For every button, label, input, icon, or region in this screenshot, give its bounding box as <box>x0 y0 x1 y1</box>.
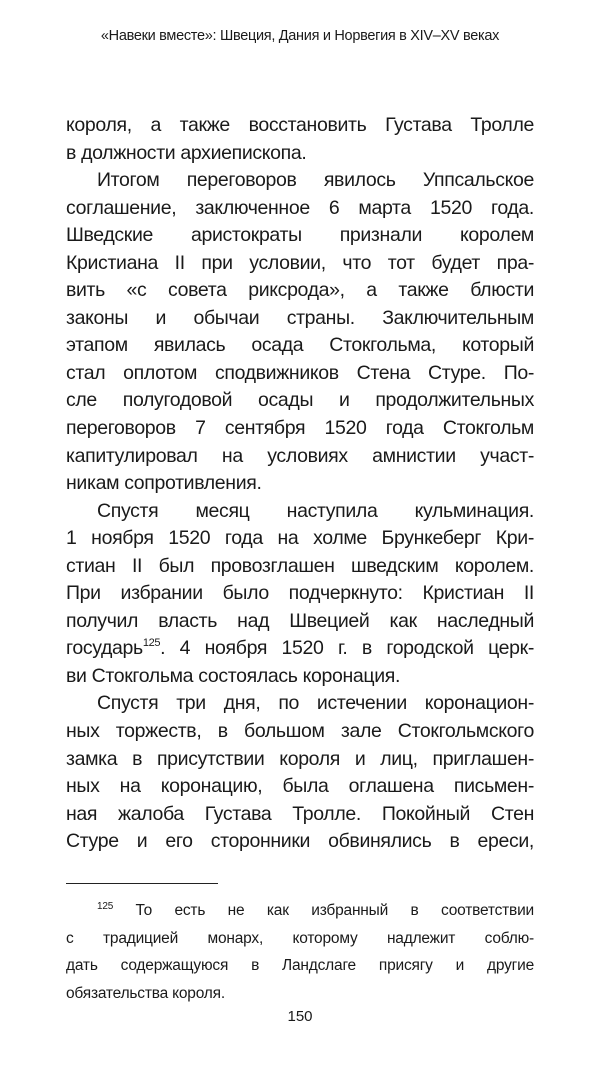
text-line: ных на коронацию, была оглашена письмен- <box>66 775 534 798</box>
footnote-line: обязательства короля. <box>66 984 225 1002</box>
footnote <box>66 898 534 1008</box>
text-line: Спустя месяц наступила кульминация. <box>97 499 534 522</box>
text-line: переговоров 7 сентября 1520 года Стокгольм <box>66 417 534 440</box>
footnote-ref[interactable]: 125 <box>142 637 161 650</box>
text-line: короля, а также восстановить Густава Тролле <box>66 114 534 136</box>
text-line: ных торжеств, в большом зале Стокгольмского <box>66 720 534 743</box>
text-line: капитулировал на условиях амнистии участ- <box>66 444 534 467</box>
text-line: получил власть над Швецией как наследный <box>66 609 534 632</box>
footnote-line: дать содержащуюся в Ландслаге присягу и другие <box>66 957 534 975</box>
text-line: стиан II был провозглашен шведским королем. <box>66 554 534 577</box>
text-line: 1 ноября 1520 года на холме Брункеберг Кри- <box>66 527 534 550</box>
text-line: вить «с совета риксрода», а также блюсти <box>66 279 534 302</box>
text-line: ная жалоба Густава Тролле. Покойный Стен <box>66 802 534 825</box>
text-line: Спустя три дня, по истечении коронацион- <box>97 692 534 715</box>
body-text <box>66 112 534 856</box>
text-line: Кристиана II при условии, что тот будет пра- <box>66 251 534 274</box>
footnote-number: 125 <box>97 901 114 912</box>
text-fragment: государь <box>66 637 143 660</box>
text-line: этапом явилась осада Стокгольма, который <box>66 334 534 357</box>
text-line: никам сопротивления. <box>66 472 262 495</box>
text-line: замка в присутствии короля и лиц, приглашен- <box>66 747 534 770</box>
text-line: Стуре и его сторонники обвинялись в ереси, <box>66 830 534 853</box>
footnote-divider <box>66 883 218 884</box>
page-number: 150 <box>287 1008 313 1025</box>
text-line: законы и обычаи страны. Заключительным <box>66 306 534 329</box>
text-line: При избрании было подчеркнуто: Кристиан II <box>66 582 534 605</box>
footnote-line <box>66 898 534 926</box>
text-line: в должности архиепископа. <box>66 141 307 164</box>
text-line: соглашение, заключенное 6 марта 1520 года. <box>66 196 534 219</box>
text-line: ви Стокгольма состоялась коронация. <box>66 664 401 687</box>
text-line <box>66 635 534 663</box>
text-line: стал оплотом сподвижников Стена Стуре. По- <box>66 361 534 384</box>
text-fragment: . 4 ноября 1520 г. в городской церк- <box>160 637 534 660</box>
footnote-line: с традицией монарх, которому надлежит соблю- <box>66 929 534 947</box>
text-fragment: То есть не как избранный в соответствии <box>135 902 534 919</box>
text-line: Итогом переговоров явилось Уппсальское <box>97 169 534 192</box>
running-header: «Навеки вместе»: Швеция, Дания и Норвегия в XIV–XV веках <box>100 28 500 44</box>
text-line: сле полугодовой осады и продолжительных <box>66 389 534 412</box>
text-line: Шведские аристократы признали королем <box>66 224 534 247</box>
